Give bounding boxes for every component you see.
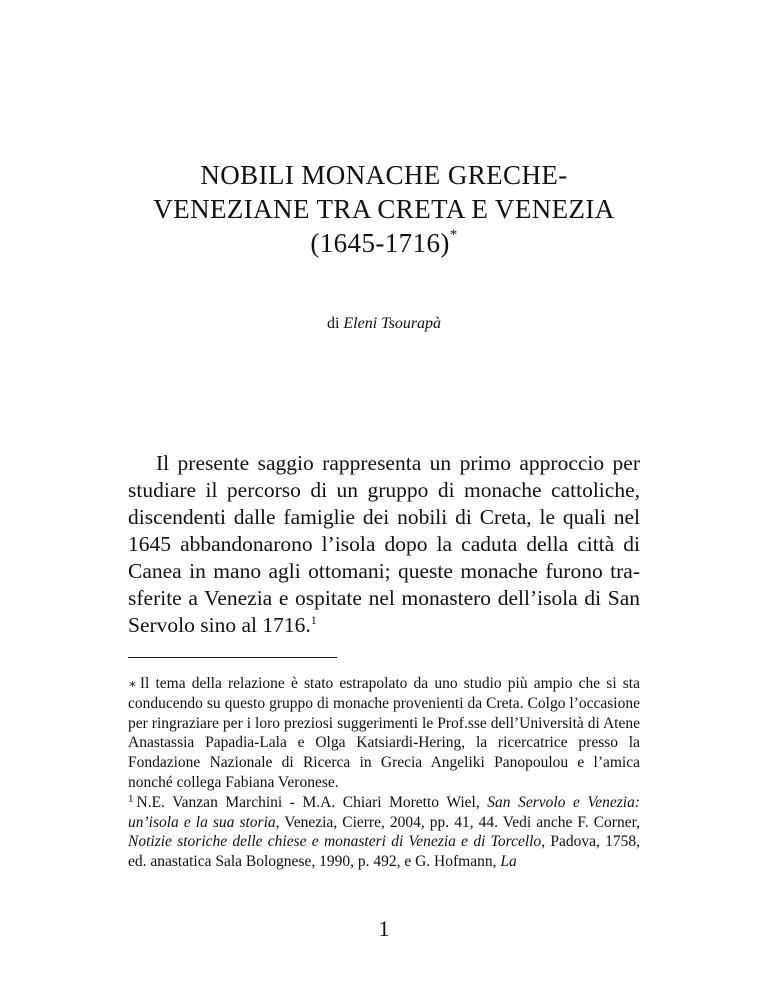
footnote-1-part2: , Venezia, Cierre, 2004, pp. 41, 44. Vedi anche F. Corner, <box>275 813 640 831</box>
title-line-1: NOBILI MONACHE GRECHE- <box>200 160 568 190</box>
footnote-1-title-1: San Servolo e Venezia: un’isola e la sua storia <box>128 793 640 831</box>
article-title <box>100 158 668 260</box>
paragraph-text: Il presente saggio rappresenta un primo approccio per studiare il percorso di un gruppo di monache cattoliche, discendenti dalle famiglie dei nobili di Creta, le quali nel 1645 abbandonarono l’isola dopo la caduta della città di Canea in mano agli ottomani; queste monache furono trasferite a Venezia e ospitate nel monastero dell’isola di San Servolo sino al 1716. <box>128 451 640 637</box>
footnote-divider <box>128 657 337 658</box>
footnote-star <box>128 674 640 793</box>
footnote-star-mark: ∗ <box>128 676 137 691</box>
page-number: 1 <box>378 916 390 941</box>
footnote-1 <box>128 793 640 872</box>
footnote-1-title-3: La <box>500 853 517 871</box>
footnote-1-part1: N.E. Vanzan Marchini - M.A. Chiari Moretto Wiel, <box>136 793 480 811</box>
footnote-1-part3: , Padova, 1758, ed. anastatica Sala Bolognese, 1990, p. 492, e G. Hofmann, <box>128 833 640 871</box>
footnote-ref-1[interactable]: 1 <box>310 613 317 627</box>
author-line <box>100 314 668 334</box>
author-name: Eleni Tsourapà <box>343 315 442 332</box>
footnote-1-title-2: Notizie storiche delle chiese e monasteri di Venezia e di Torcello <box>128 833 542 851</box>
footnote-1-number: 1 <box>128 792 134 805</box>
title-line-2: VENEZIANE TRA CRETA E VENEZIA <box>153 194 615 224</box>
title-footnote-mark[interactable]: * <box>449 227 458 243</box>
author-prefix: di <box>326 315 340 332</box>
body-paragraph <box>128 450 640 639</box>
title-line-3: (1645-1716) <box>310 228 450 258</box>
footnote-star-text: Il tema della relazione è stato estrapolato da uno studio più ampio che si sta conducendo su questo gruppo di monache provenienti da Creta. Colgo l’occasione per ringraziare per i loro preziosi suggerimenti le Prof.sse dell’Università di Atene Anastassia Papadia-Lala e Olga Katsiardi-Hering, la ricercatrice presso la Fondazione Nazionale di Ricerca in Grecia Angeliki Panopoulou e l’amica nonché collega Fabiana Veronese. <box>128 675 640 791</box>
footnotes <box>128 674 640 872</box>
